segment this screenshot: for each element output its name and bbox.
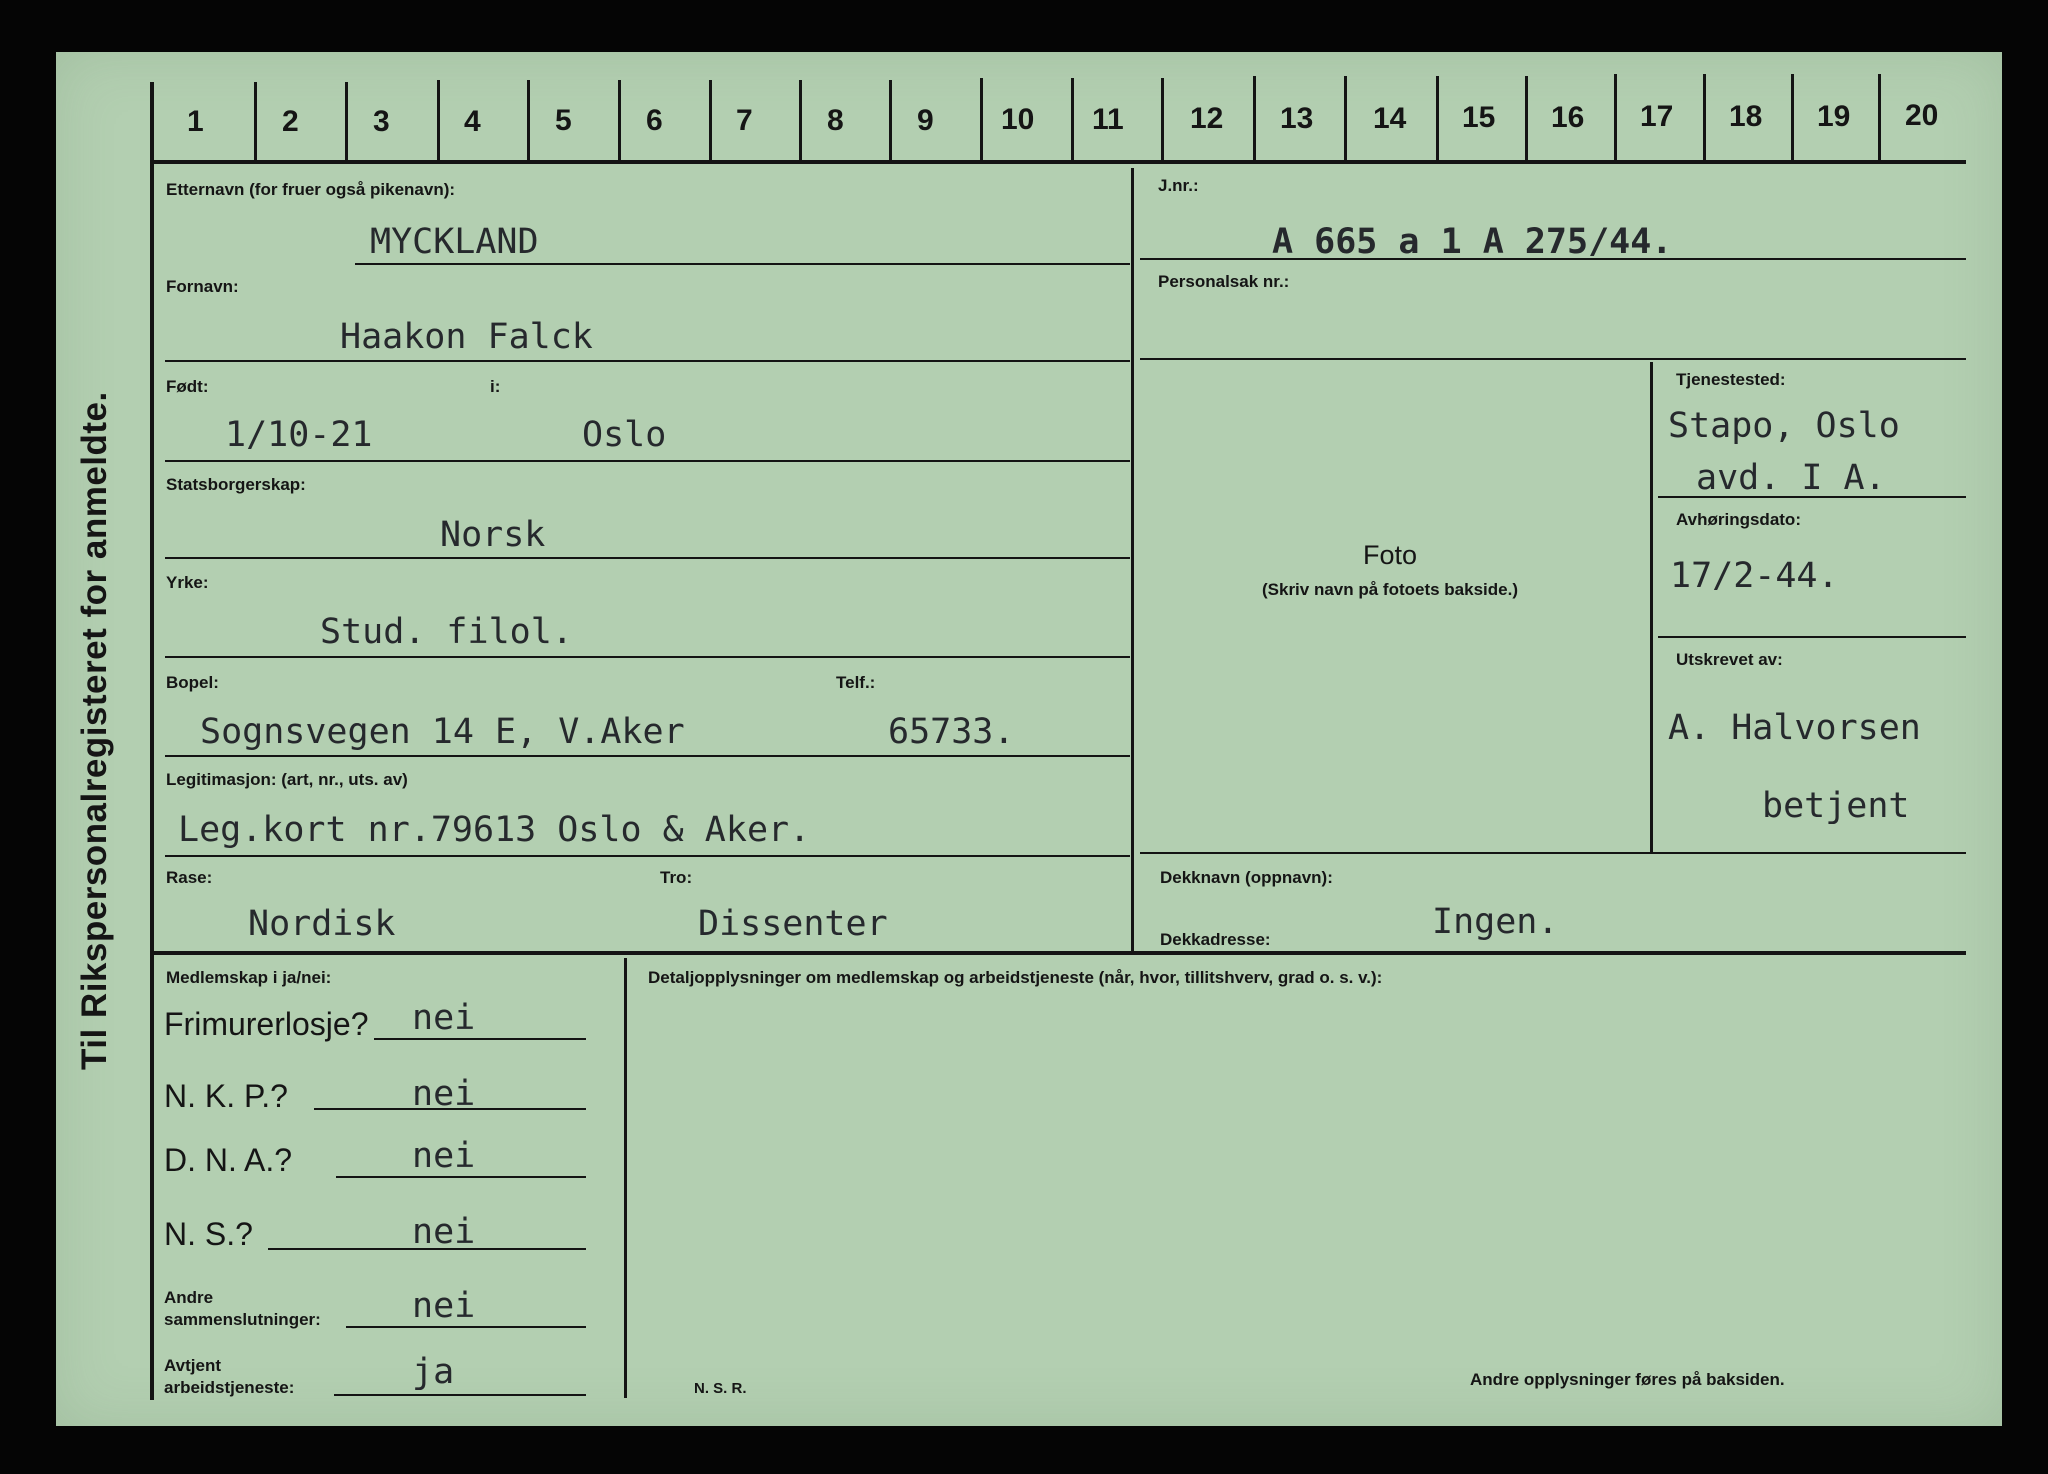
label-statsborgerskap: Statsborgerskap: (166, 475, 306, 494)
label-rase: Rase: (166, 868, 213, 887)
label-fodt: Født: (166, 377, 209, 396)
value-tjenestested-line2: avd. I A. (1696, 458, 1886, 498)
value-nkp: nei (412, 1074, 476, 1114)
printer-mark: N. S. R. (694, 1380, 747, 1397)
value-avtjent: ja (412, 1352, 455, 1392)
value-tro: Dissenter (698, 904, 888, 944)
right-divider (1650, 362, 1653, 852)
label-etternavn: Etternavn (for fruer også pikenavn): (166, 180, 456, 199)
value-dna: nei (412, 1136, 476, 1176)
label-legitimasjon: Legitimasjon: (art, nr., uts. av) (166, 770, 408, 789)
column-number: 15 (1462, 101, 1496, 134)
label-ns: N. S.? (164, 1216, 253, 1252)
value-etternavn: MYCKLAND (370, 222, 539, 262)
label-frimurer: Frimurerlosje? (164, 1006, 369, 1042)
value-jnr: A 665 a 1 A 275/44. (1272, 222, 1673, 262)
label-andre-line2: sammenslutninger: (164, 1310, 321, 1329)
footer-note: Andre opplysninger føres på baksiden. (1470, 1370, 1785, 1389)
column-number: 18 (1729, 100, 1763, 133)
value-avhoringsdato: 17/2-44. (1670, 556, 1839, 596)
column-number: 20 (1905, 99, 1939, 132)
side-text: Til Rikspersonalregisteret for anmeldte. (75, 391, 114, 1070)
value-rase: Nordisk (248, 904, 396, 944)
label-utskrevet: Utskrevet av: (1676, 650, 1783, 669)
column-number: 10 (1001, 103, 1035, 136)
label-avtjent-line2: arbeidstjeneste: (164, 1378, 295, 1397)
value-fornavn: Haakon Falck (340, 317, 593, 357)
value-bopel: Sognsvegen 14 E, V.Aker (200, 712, 685, 752)
column-number: 1 (187, 105, 204, 138)
column-number: 17 (1640, 100, 1674, 133)
value-andre: nei (412, 1286, 476, 1326)
lower-divider (624, 958, 627, 1398)
photo-label: Foto (1362, 540, 1418, 570)
column-number: 8 (827, 104, 844, 137)
label-dekkadresse: Dekkadresse: (1160, 930, 1271, 949)
value-utskrevet-line1: A. Halvorsen (1668, 708, 1921, 748)
column-number: 9 (917, 104, 934, 137)
label-fornavn: Fornavn: (166, 277, 239, 296)
left-border (150, 160, 154, 1400)
label-andre-line1: Andre (164, 1288, 214, 1307)
label-nkp: N. K. P.? (164, 1078, 288, 1114)
center-divider (1131, 168, 1134, 954)
label-dna: D. N. A.? (164, 1142, 293, 1178)
column-number: 16 (1551, 101, 1585, 134)
column-number: 2 (282, 105, 299, 138)
label-telf: Telf.: (836, 673, 876, 692)
label-avtjent-line1: Avtjent (164, 1356, 221, 1375)
column-number: 12 (1190, 102, 1224, 135)
label-personalsak: Personalsak nr.: (1158, 272, 1290, 291)
label-tjenestested: Tjenestested: (1676, 370, 1786, 389)
column-number: 3 (373, 105, 390, 138)
label-medlemskap: Medlemskap i ja/nei: (166, 968, 332, 987)
value-dekknavn: Ingen. (1432, 902, 1559, 942)
value-telf: 65733. (888, 712, 1015, 752)
label-jnr: J.nr.: (1158, 176, 1199, 195)
value-fodt: 1/10-21 (225, 415, 373, 455)
column-number: 19 (1817, 100, 1851, 133)
label-avhoringsdato: Avhøringsdato: (1676, 510, 1801, 529)
column-number: 5 (555, 104, 572, 137)
label-bopel: Bopel: (166, 673, 219, 692)
value-fodested: Oslo (582, 415, 667, 455)
value-legitimasjon: Leg.kort nr.79613 Oslo & Aker. (178, 810, 811, 850)
photo-note: (Skriv navn på fotoets bakside.) (1261, 580, 1518, 599)
label-detaljer: Detaljopplysninger om medlemskap og arbeidstjeneste (når, hvor, tillitshverv, grad o. s. v.): (648, 968, 1383, 987)
column-number: 13 (1280, 102, 1314, 135)
column-number: 6 (646, 104, 663, 137)
section-rule (150, 951, 1966, 955)
label-fodested: i: (490, 377, 501, 396)
label-tro: Tro: (660, 868, 693, 887)
side-heading (75, 391, 115, 1070)
value-tjenestested-line1: Stapo, Oslo (1668, 406, 1900, 446)
label-yrke: Yrke: (166, 573, 209, 592)
value-utskrevet-line2: betjent (1762, 786, 1910, 826)
value-yrke: Stud. filol. (320, 612, 573, 652)
label-dekknavn: Dekknavn (oppnavn): (1160, 868, 1333, 887)
column-number: 4 (464, 105, 481, 138)
value-ns: nei (412, 1212, 476, 1252)
column-number: 11 (1092, 103, 1124, 136)
value-statsborgerskap: Norsk (440, 515, 546, 555)
value-frimurer: nei (412, 998, 476, 1038)
column-number: 7 (736, 104, 753, 137)
column-number: 14 (1373, 102, 1407, 135)
